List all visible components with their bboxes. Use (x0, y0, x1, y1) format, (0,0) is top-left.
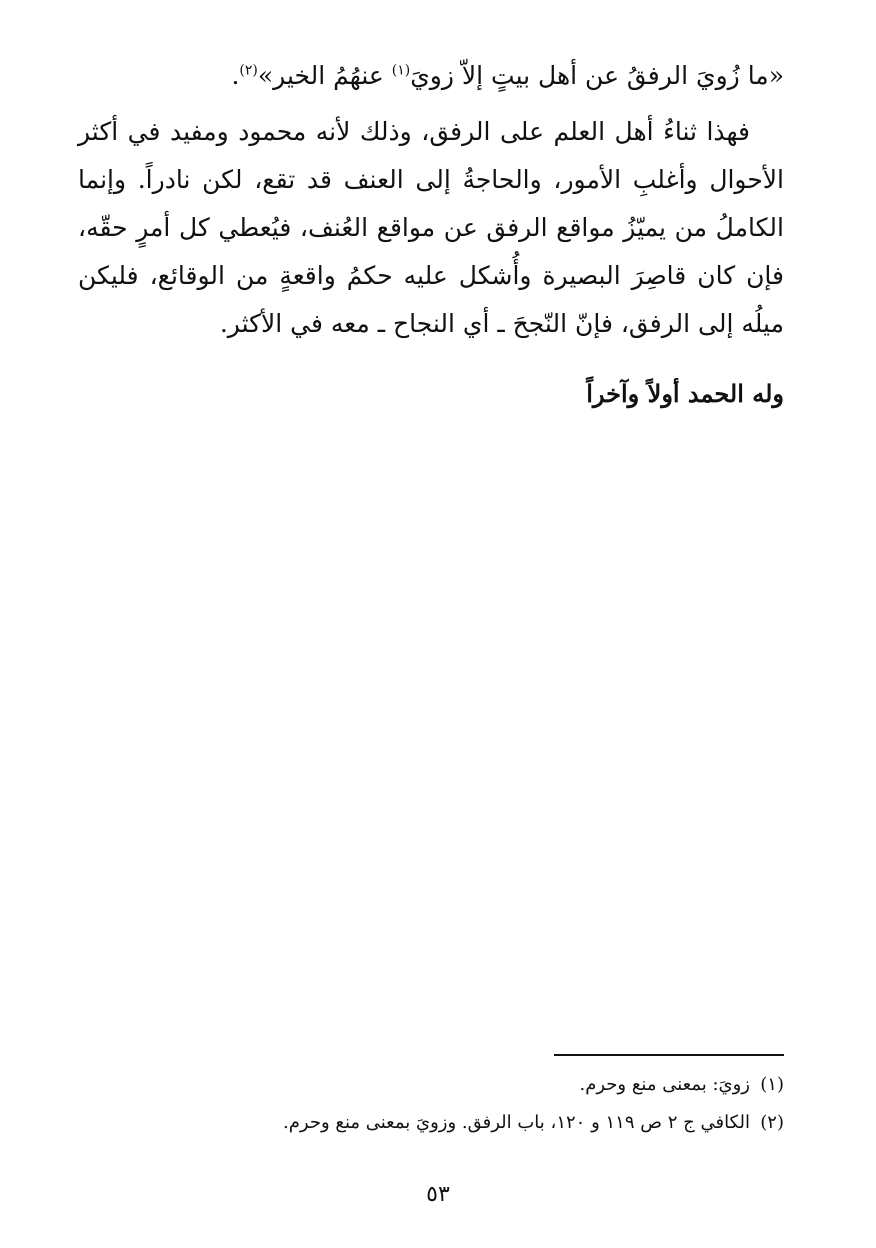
footnote-ref-2: (٢) (239, 62, 258, 79)
footnote-ref-1: (١) (391, 62, 411, 79)
footnote-text: زويَ: بمعنى منع وحرم. (579, 1074, 750, 1095)
footnote-number: (١) (760, 1074, 784, 1095)
hadith-quote (78, 52, 784, 100)
footnote-1 (120, 1066, 784, 1104)
footnote-2 (120, 1104, 784, 1142)
hadith-end-mark: . (231, 61, 240, 90)
footnote-separator (554, 1054, 784, 1056)
footnote-number: (٢) (760, 1112, 784, 1133)
closing-line: وله الحمد أولاً وآخراً (586, 379, 784, 408)
hadith-text-part-1: «ما زُويَ الرفقُ عن أهل بيتٍ إلاّ زويَ (410, 61, 784, 90)
body-paragraph: فهذا ثناءُ أهل العلم على الرفق، وذلك لأنه محمود ومفيد في أكثر الأحوال وأغلبِ الأمور، والحاجةُ إلى العنف قد تقع، لكن نادراً. وإنما الكاملُ من يميّزُ مواقع الرفق عن مواقع العُنف، فيُعطي كل أمرٍ حقّه، فإن كان قاصِرَ البصيرة وأُشكل عليه حكمُ واقعةٍ من الوقائع، فليكن ميلُه إلى الرفق، فإنّ النّجحَ ـ أي النجاح ـ معه في الأكثر. (78, 117, 784, 338)
footnote-text: الكافي ج ٢ ص ١١٩ و ١٢٠، باب الرفق. وزويَ بمعنى منع وحرم. (283, 1112, 750, 1133)
hadith-text-part-2: عنهُمُ الخير» (257, 61, 392, 90)
page-number: ٥٣ (426, 1182, 450, 1207)
main-text (78, 52, 784, 418)
footnotes (120, 1066, 784, 1142)
